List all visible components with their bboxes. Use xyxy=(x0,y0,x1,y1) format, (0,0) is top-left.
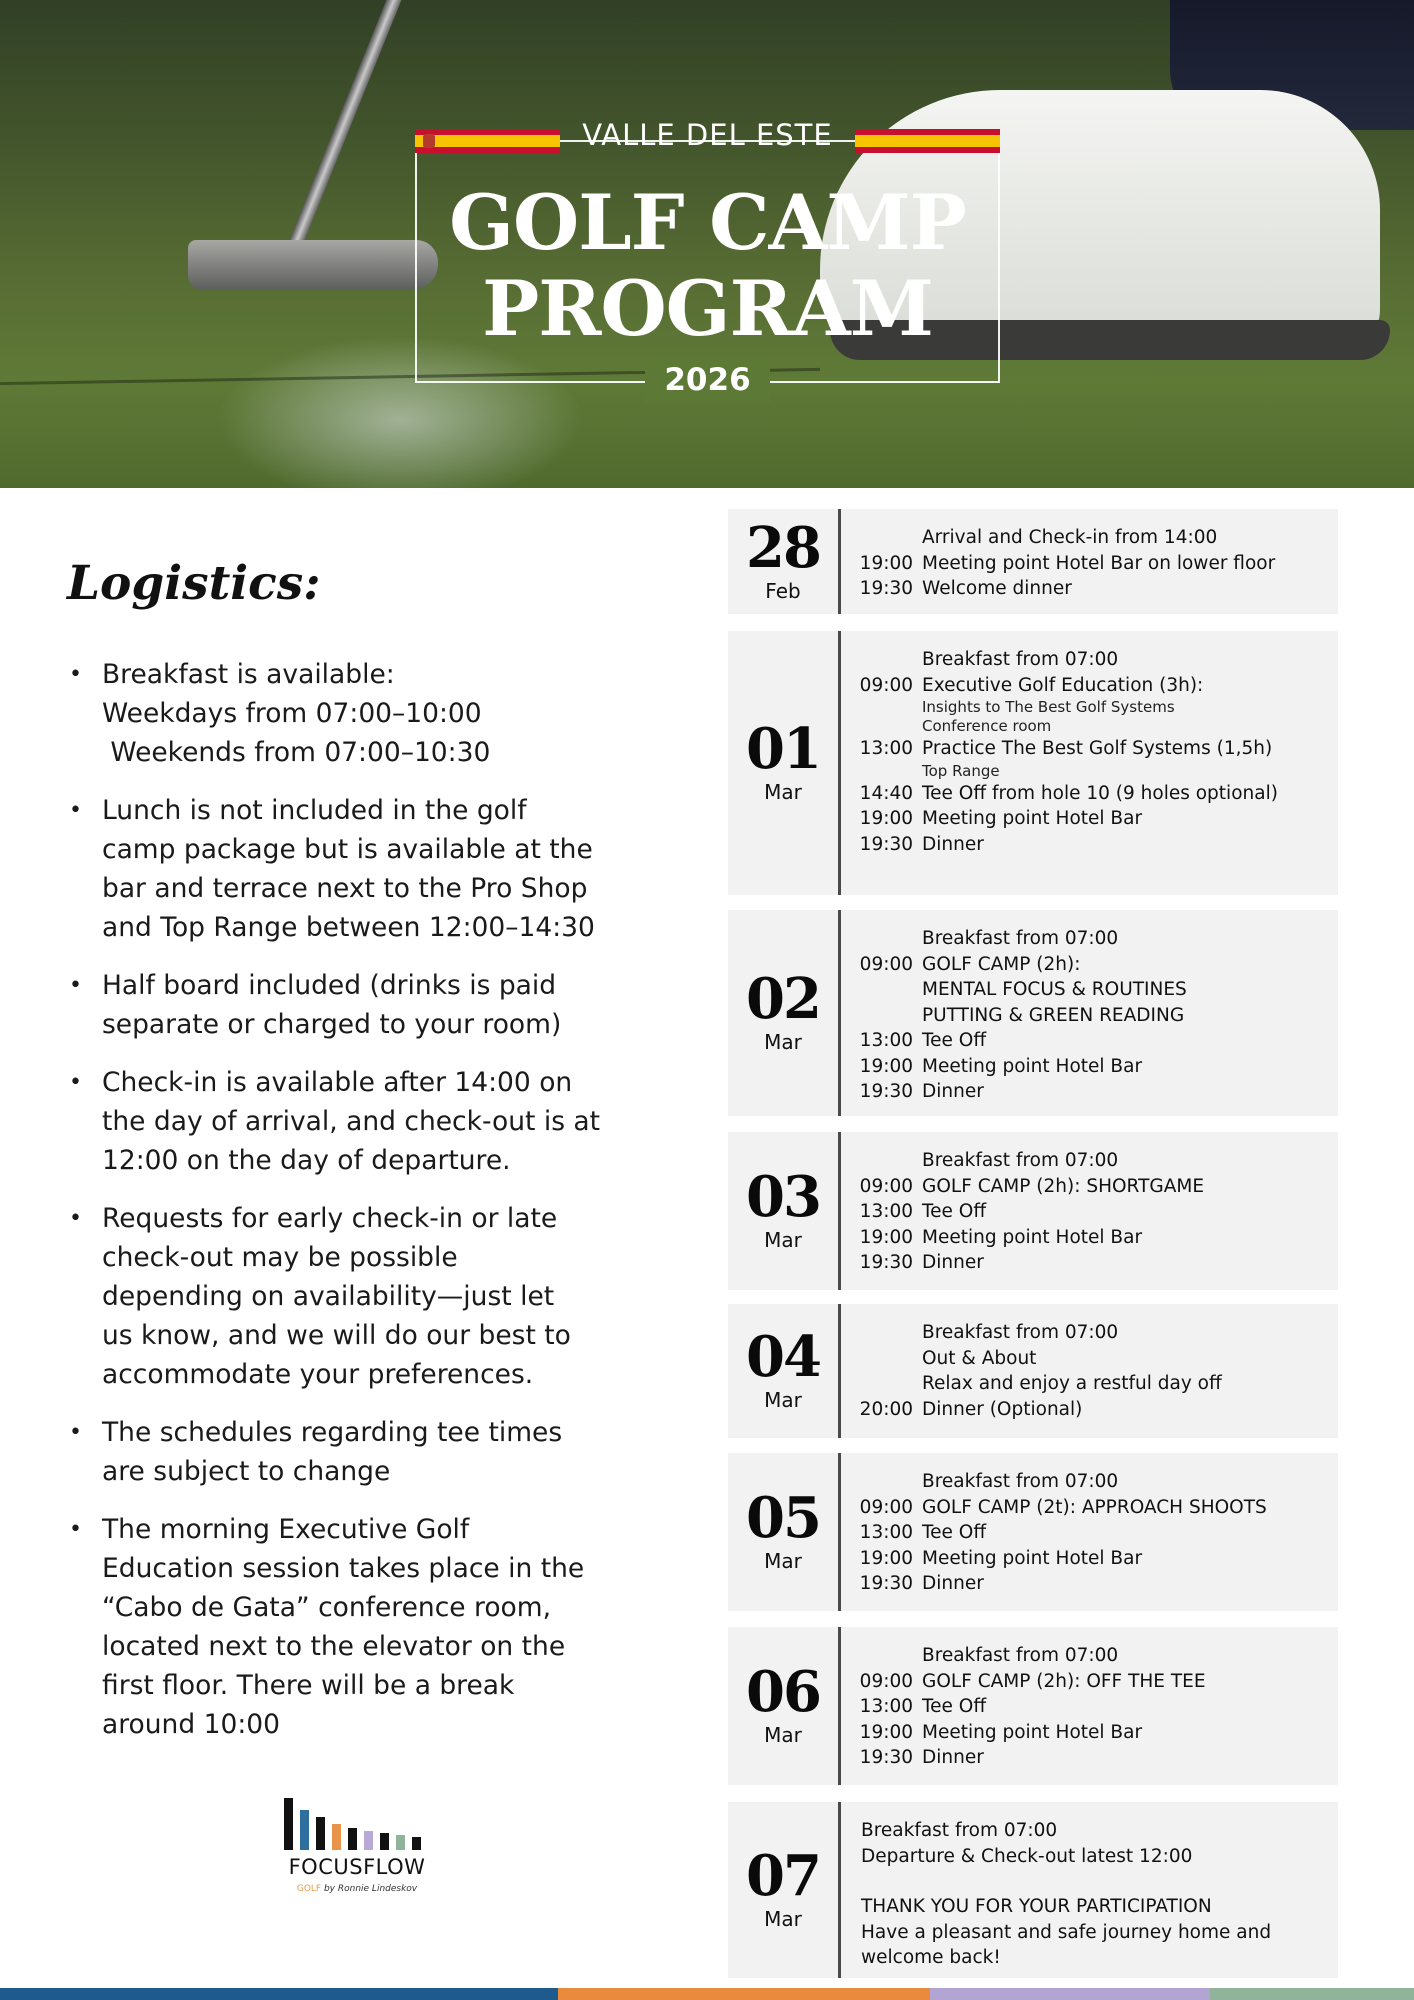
logistics-item xyxy=(67,1510,647,1744)
hero-title-line: PROGRAM xyxy=(482,264,933,353)
event-row xyxy=(841,1694,1338,1720)
event-description: Meeting point Hotel Bar xyxy=(922,1721,1143,1743)
day-month: Feb xyxy=(765,578,801,603)
logistics-line: • Lunch is not included in the golf xyxy=(102,795,527,826)
event-description: Departure & Check-out latest 12:00 xyxy=(861,1845,1193,1867)
day-month: Mar xyxy=(764,1228,802,1252)
logistics-line: Weekdays from 07:00–10:00 xyxy=(102,698,482,729)
event-time: 09:00 xyxy=(859,1175,913,1197)
logo-bar xyxy=(284,1798,293,1850)
bottom-bar-segment xyxy=(1210,1988,1414,2000)
event-time: 19:00 xyxy=(859,1721,913,1743)
logistics-item xyxy=(67,1413,647,1491)
logistics-line: first floor. There will be a break xyxy=(102,1670,515,1701)
event-time xyxy=(841,926,922,952)
event-list xyxy=(841,647,1338,857)
event-row xyxy=(841,576,1338,602)
event-time: 13:00 xyxy=(859,1522,913,1543)
day-month: Mar xyxy=(764,1907,802,1931)
event-description: Tee Off xyxy=(922,1696,987,1717)
logistics-heading: Logistics: xyxy=(67,556,321,611)
event-time xyxy=(841,717,922,736)
event-description: GOLF CAMP (2h): SHORTGAME xyxy=(922,1175,1205,1197)
day-month: Mar xyxy=(764,1030,802,1054)
day-month: Mar xyxy=(764,1549,802,1573)
logo-bar xyxy=(412,1837,421,1850)
bottom-color-bar xyxy=(0,1988,1414,2000)
event-list xyxy=(841,926,1338,1105)
event-time: 19:30 xyxy=(859,833,913,855)
spain-flag-icon xyxy=(855,129,1000,153)
day-date xyxy=(728,1304,838,1438)
event-description: PUTTING & GREEN READING xyxy=(922,1004,1185,1026)
event-time: 09:00 xyxy=(859,1496,913,1518)
event-row xyxy=(841,977,1338,1003)
event-time: 13:00 xyxy=(859,1201,913,1222)
focusflow-logo xyxy=(282,1795,432,1905)
event-description: Meeting point Hotel Bar xyxy=(922,1226,1143,1248)
event-row xyxy=(841,1225,1338,1251)
schedule-day xyxy=(728,509,1338,614)
logistics-line: • The morning Executive Golf xyxy=(102,1514,470,1545)
hero-title-line: GOLF CAMP xyxy=(449,178,966,267)
event-time: 19:30 xyxy=(859,1573,913,1594)
event-row xyxy=(841,673,1338,699)
event-row xyxy=(841,1920,1338,1946)
event-description: Dinner xyxy=(922,1747,984,1768)
event-row xyxy=(841,1469,1338,1495)
logistics-line: • Breakfast is available: xyxy=(102,659,395,690)
event-description: Dinner xyxy=(922,1081,984,1102)
event-row xyxy=(841,1720,1338,1746)
event-row xyxy=(841,1869,1338,1894)
logo-bar xyxy=(380,1833,389,1850)
schedule-day xyxy=(728,1132,1338,1290)
event-row xyxy=(841,647,1338,673)
event-description: Breakfast from 07:00 xyxy=(922,1645,1119,1666)
logistics-item xyxy=(67,966,647,1044)
event-row xyxy=(841,1199,1338,1225)
event-time: 13:00 xyxy=(859,1030,913,1051)
event-description: Tee Off from hole 10 (9 holes optional) xyxy=(922,782,1278,804)
event-description: Dinner xyxy=(922,833,984,855)
logo-tagline: GOLF by Ronnie Lindeskov xyxy=(296,1884,418,1894)
event-time xyxy=(841,1371,922,1397)
day-number: 03 xyxy=(746,1164,820,1230)
logistics-item xyxy=(67,655,647,772)
event-description: Dinner xyxy=(922,1252,984,1273)
logo-bars-icon xyxy=(284,1795,430,1850)
event-description: Breakfast from 07:00 xyxy=(922,649,1119,670)
event-row xyxy=(841,551,1338,577)
event-time: 19:00 xyxy=(859,808,913,829)
event-time: 19:00 xyxy=(859,1055,913,1077)
event-description: GOLF CAMP (2t): APPROACH SHOOTS xyxy=(922,1496,1267,1518)
event-list xyxy=(841,1469,1338,1597)
event-description: Tee Off xyxy=(922,1522,987,1543)
schedule-day xyxy=(728,631,1338,895)
day-number: 04 xyxy=(746,1324,820,1390)
event-description: Top Range xyxy=(922,761,1000,780)
event-time: 09:00 xyxy=(859,1670,913,1692)
logo-bar xyxy=(300,1810,309,1850)
day-date xyxy=(728,631,838,895)
logistics-line: camp package but is available at the xyxy=(102,834,593,865)
hero-subtitle: VALLE DEL ESTE xyxy=(582,118,833,152)
event-time xyxy=(841,977,922,1003)
event-description: THANK YOU FOR YOUR PARTICIPATION xyxy=(861,1896,1212,1917)
event-list xyxy=(841,525,1338,602)
event-description: Meeting point Hotel Bar xyxy=(922,1547,1143,1569)
event-description: welcome back! xyxy=(861,1947,1001,1968)
event-time xyxy=(841,1148,922,1174)
logistics-line: Weekends from 07:00–10:30 xyxy=(102,737,491,768)
event-time xyxy=(841,1320,922,1346)
logistics-list xyxy=(67,655,647,1763)
event-time: 19:00 xyxy=(859,552,913,574)
event-time xyxy=(841,1469,922,1495)
logo-bar xyxy=(316,1817,325,1850)
event-time xyxy=(841,647,922,673)
event-time: 19:30 xyxy=(859,1081,913,1102)
event-row xyxy=(841,1054,1338,1080)
event-row xyxy=(841,525,1338,551)
event-description: Dinner xyxy=(922,1573,984,1594)
day-month: Mar xyxy=(764,1723,802,1747)
day-number: 28 xyxy=(746,514,820,581)
event-description: Meeting point Hotel Bar xyxy=(922,808,1143,829)
event-description: Dinner (Optional) xyxy=(922,1398,1083,1420)
logistics-line: • The schedules regarding tee times xyxy=(102,1417,563,1448)
event-time: 13:00 xyxy=(859,1696,913,1717)
logistics-item xyxy=(67,1063,647,1180)
logistics-line: around 10:00 xyxy=(102,1709,280,1740)
day-date xyxy=(728,1132,838,1290)
schedule-day xyxy=(728,1453,1338,1611)
event-description: Relax and enjoy a restful day off xyxy=(922,1373,1222,1394)
day-date xyxy=(728,509,838,614)
event-row xyxy=(841,952,1338,978)
event-row xyxy=(841,1079,1338,1105)
logistics-line: the day of arrival, and check-out is at xyxy=(102,1106,601,1137)
event-row xyxy=(841,698,1338,717)
event-row xyxy=(841,736,1338,762)
day-number: 05 xyxy=(746,1485,820,1551)
bottom-bar-segment xyxy=(930,1988,1210,2000)
event-time: 20:00 xyxy=(859,1398,913,1420)
event-row xyxy=(841,1818,1338,1844)
event-row xyxy=(841,832,1338,858)
day-number: 07 xyxy=(746,1843,820,1909)
logistics-item xyxy=(67,791,647,947)
event-row xyxy=(841,762,1338,781)
day-date xyxy=(728,910,838,1116)
event-time xyxy=(841,525,922,551)
event-row xyxy=(841,1669,1338,1695)
event-description: Arrival and Check-in from 14:00 xyxy=(922,527,1218,548)
logistics-line: Education session takes place in the xyxy=(102,1553,585,1584)
event-description: Meeting point Hotel Bar xyxy=(922,1055,1143,1077)
event-time: 19:30 xyxy=(859,578,913,599)
event-time: 09:00 xyxy=(859,674,913,696)
logistics-line: and Top Range between 12:00–14:30 xyxy=(102,912,595,943)
logistics-line: 12:00 on the day of departure. xyxy=(102,1145,511,1176)
logistics-line: bar and terrace next to the Pro Shop xyxy=(102,873,588,904)
event-time: 19:00 xyxy=(859,1547,913,1569)
hero-year: 2026 xyxy=(664,362,751,398)
spain-flag-icon xyxy=(415,129,560,153)
putter-shaft xyxy=(287,0,409,252)
event-description: Breakfast from 07:00 xyxy=(922,1150,1119,1171)
event-time: 14:40 xyxy=(859,782,913,804)
day-date xyxy=(728,1453,838,1611)
event-row xyxy=(841,1520,1338,1546)
event-description: GOLF CAMP (2h): xyxy=(922,953,1081,975)
day-number: 01 xyxy=(746,716,820,782)
logistics-line: “Cabo de Gata” conference room, xyxy=(102,1592,551,1623)
event-time xyxy=(841,762,922,781)
event-row xyxy=(841,1250,1338,1276)
day-month: Mar xyxy=(764,780,802,804)
event-row xyxy=(841,1028,1338,1054)
logistics-line: • Requests for early check-in or late xyxy=(102,1203,558,1234)
event-row xyxy=(841,1495,1338,1521)
day-number: 06 xyxy=(746,1659,820,1725)
hero-title xyxy=(425,180,990,352)
logistics-line: located next to the elevator on the xyxy=(102,1631,566,1662)
event-row xyxy=(841,717,1338,736)
event-description: GOLF CAMP (2h): OFF THE TEE xyxy=(922,1670,1206,1692)
event-row xyxy=(841,1320,1338,1346)
event-list xyxy=(841,1320,1338,1422)
event-row xyxy=(841,1174,1338,1200)
bottom-bar-segment xyxy=(558,1988,930,2000)
event-description: Breakfast from 07:00 xyxy=(922,1471,1119,1492)
event-description: Breakfast from 07:00 xyxy=(922,928,1119,949)
putter-head xyxy=(188,240,438,290)
event-list xyxy=(841,1818,1338,1971)
schedule-day xyxy=(728,1627,1338,1785)
event-row xyxy=(841,1003,1338,1029)
logo-name: FOCUSFLOW xyxy=(288,1855,426,1879)
event-row xyxy=(841,1397,1338,1423)
event-time: 19:00 xyxy=(859,1226,913,1248)
hero-banner xyxy=(0,0,1414,488)
event-time xyxy=(841,1643,922,1669)
event-list xyxy=(841,1148,1338,1276)
event-time xyxy=(841,698,922,717)
event-time: 19:30 xyxy=(859,1252,913,1273)
event-list xyxy=(841,1643,1338,1771)
logo-bar xyxy=(348,1828,357,1850)
event-row xyxy=(841,1371,1338,1397)
logistics-line: accommodate your preferences. xyxy=(102,1359,534,1390)
event-time: 19:30 xyxy=(859,1747,913,1768)
event-description: Welcome dinner xyxy=(922,578,1072,599)
event-description: Have a pleasant and safe journey home and xyxy=(861,1921,1272,1943)
day-date xyxy=(728,1802,838,1978)
logistics-line: depending on availability—just let xyxy=(102,1281,555,1312)
logistics-line: • Check-in is available after 14:00 on xyxy=(102,1067,573,1098)
logistics-line: check-out may be possible xyxy=(102,1242,458,1273)
event-row xyxy=(841,806,1338,832)
event-row xyxy=(841,1571,1338,1597)
logo-bar xyxy=(364,1831,373,1850)
schedule-day xyxy=(728,910,1338,1116)
event-description: Executive Golf Education (3h): xyxy=(922,674,1204,696)
logistics-line: are subject to change xyxy=(102,1456,391,1487)
event-description: Breakfast from 07:00 xyxy=(922,1322,1119,1343)
logo-bar xyxy=(396,1835,405,1850)
event-row xyxy=(841,1546,1338,1572)
logistics-line: us know, and we will do our best to xyxy=(102,1320,571,1351)
event-row xyxy=(841,1745,1338,1771)
schedule-day xyxy=(728,1802,1338,1978)
event-description: Insights to The Best Golf Systems xyxy=(922,698,1175,716)
event-row xyxy=(841,781,1338,807)
logistics-line: • Half board included (drinks is paid xyxy=(102,970,557,1001)
event-row xyxy=(841,926,1338,952)
event-row xyxy=(841,1894,1338,1920)
event-time xyxy=(841,1003,922,1029)
event-row xyxy=(841,1643,1338,1669)
day-number: 02 xyxy=(746,966,820,1032)
event-row xyxy=(841,1844,1338,1870)
day-month: Mar xyxy=(764,1388,802,1412)
bottom-bar-segment xyxy=(0,1988,558,2000)
event-description: Breakfast from 07:00 xyxy=(861,1820,1058,1841)
schedule-day xyxy=(728,1304,1338,1438)
day-date xyxy=(728,1627,838,1785)
logistics-item xyxy=(67,1199,647,1394)
event-description: Tee Off xyxy=(922,1201,987,1222)
event-description: MENTAL FOCUS & ROUTINES xyxy=(922,979,1187,1000)
event-row xyxy=(841,1148,1338,1174)
event-row xyxy=(841,1945,1338,1971)
event-time: 09:00 xyxy=(859,953,913,975)
logistics-line: separate or charged to your room) xyxy=(102,1009,562,1040)
event-time xyxy=(841,1346,922,1372)
event-row xyxy=(841,1346,1338,1372)
event-time: 13:00 xyxy=(859,738,913,759)
logo-bar xyxy=(332,1824,341,1850)
event-description: Practice The Best Golf Systems (1,5h) xyxy=(922,738,1273,759)
event-description: Meeting point Hotel Bar on lower floor xyxy=(922,552,1276,574)
event-description: Tee Off xyxy=(922,1030,987,1051)
event-description: Out & About xyxy=(922,1347,1037,1369)
event-description: Conference room xyxy=(922,717,1052,735)
